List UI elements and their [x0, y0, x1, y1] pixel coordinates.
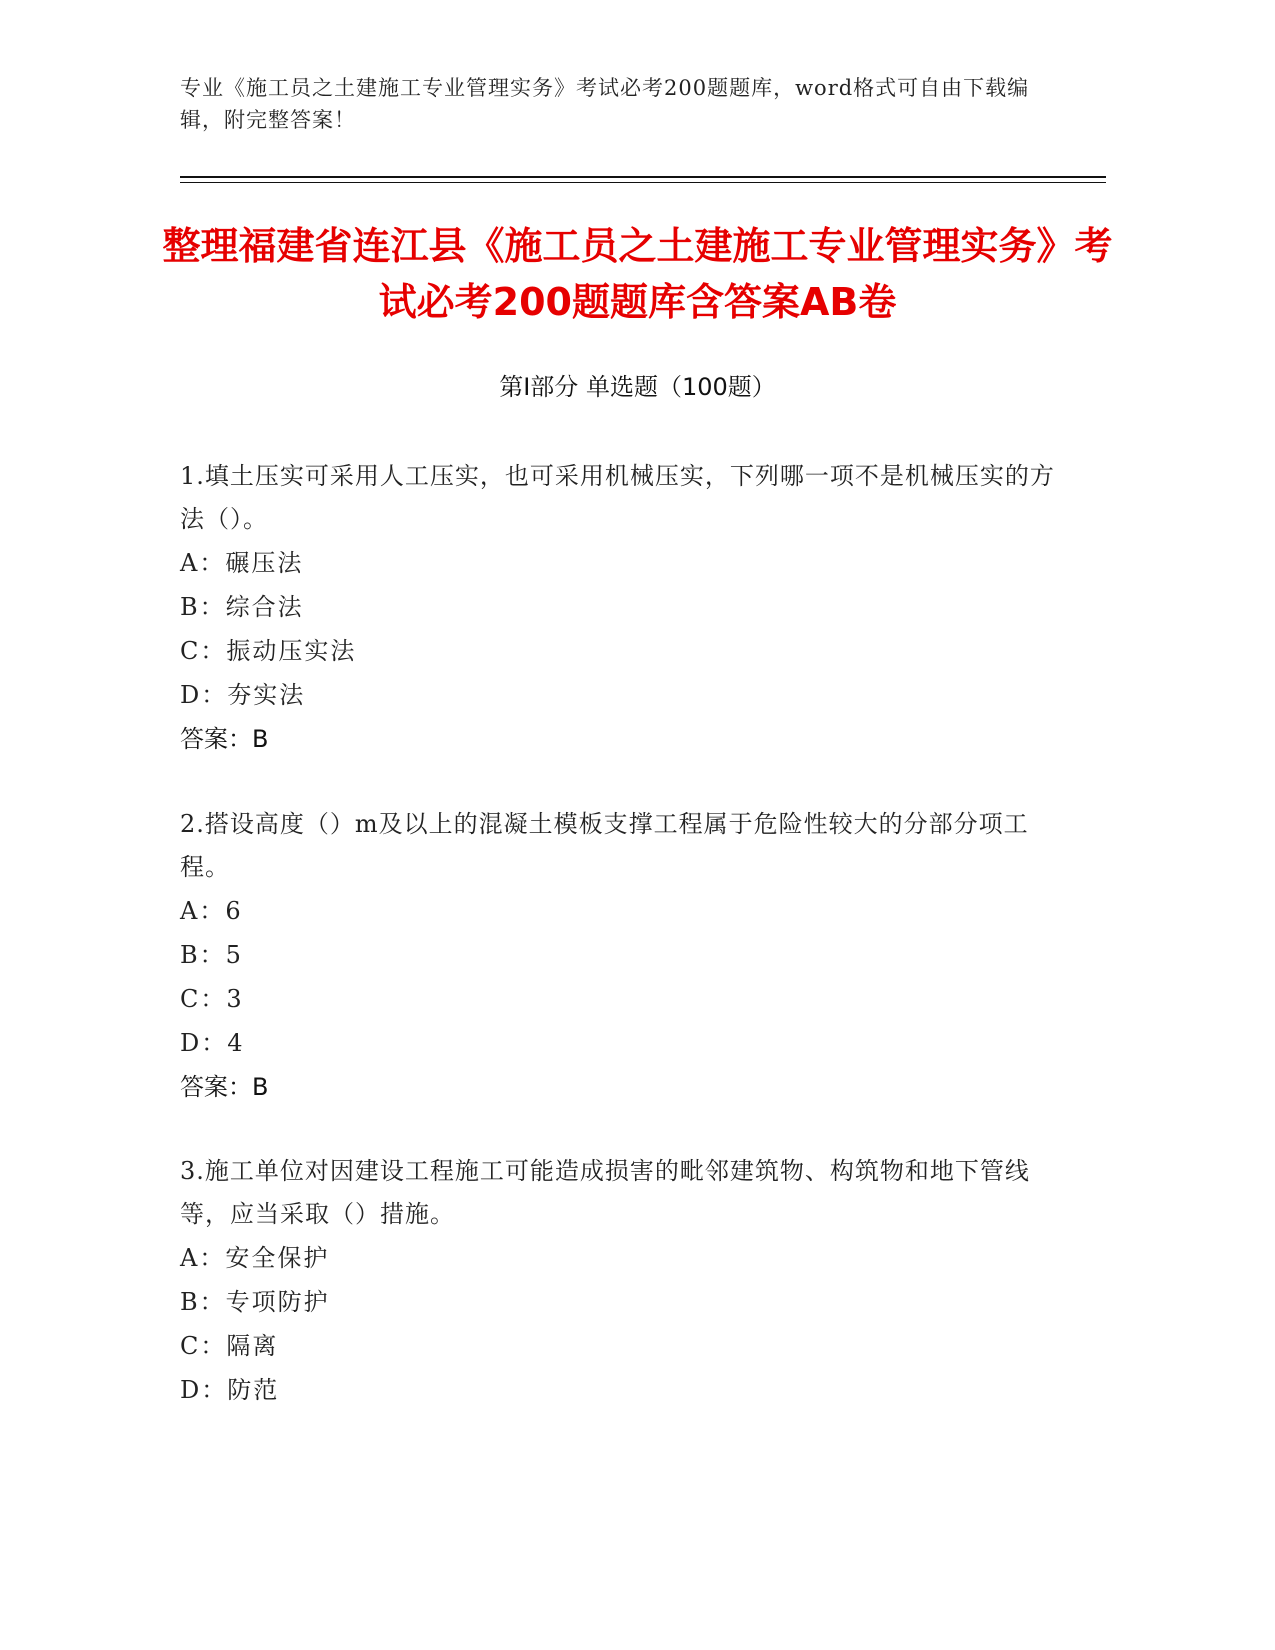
option-c: C：3 — [180, 985, 244, 1013]
question-1 — [180, 455, 1060, 761]
option-d: D：防范 — [180, 1376, 280, 1404]
option-d: D：夯实法 — [180, 681, 306, 709]
header-note: 专业《施工员之土建施工专业管理实务》考试必考200题题库，word格式可自由下载编辑，附完整答案！ — [180, 76, 1030, 132]
option-a: A：6 — [180, 897, 243, 925]
option-d: D：4 — [180, 1029, 245, 1057]
option-b: B：专项防护 — [180, 1288, 330, 1316]
header-divider-thin — [180, 182, 1106, 183]
section-heading: 第Ⅰ部分 单选题（100题） — [499, 373, 776, 401]
answer-line: 答案：B — [180, 1073, 269, 1101]
document-title: 整理福建省连江县《施工员之土建施工专业管理实务》考试必考200题题库含答案AB卷 — [162, 224, 1113, 324]
option-c: C：振动压实法 — [180, 637, 357, 665]
question-stem: 2.搭设高度（）m及以上的混凝土模板支撑工程属于危险性较大的分部分项工程。 — [180, 810, 1029, 881]
question-2 — [180, 803, 1060, 1109]
question-stem: 3.施工单位对因建设工程施工可能造成损害的毗邻建筑物、构筑物和地下管线等，应当采取（）措施。 — [180, 1157, 1030, 1228]
option-b: B：综合法 — [180, 593, 304, 621]
header-divider-thick — [180, 176, 1106, 178]
question-3 — [180, 1150, 1060, 1412]
option-b: B：5 — [180, 941, 243, 969]
option-a: A：碾压法 — [180, 549, 304, 577]
answer-line: 答案：B — [180, 725, 269, 753]
question-stem: 1.填土压实可采用人工压实，也可采用机械压实，下列哪一项不是机械压实的方法（）。 — [180, 462, 1055, 533]
option-c: C：隔离 — [180, 1332, 279, 1360]
option-a: A：安全保护 — [180, 1244, 330, 1272]
